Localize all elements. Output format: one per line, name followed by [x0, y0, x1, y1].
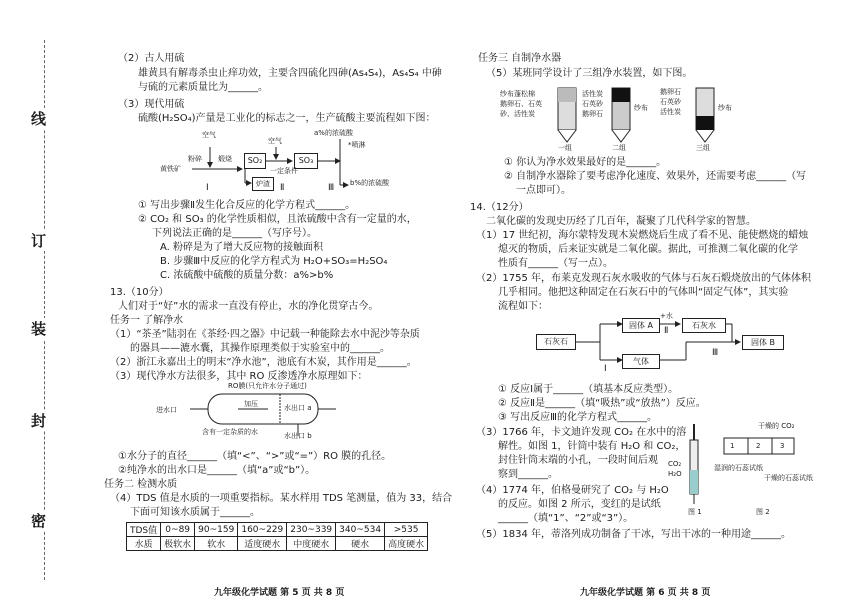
task2-line-2: 下面可知该水质属于______。 — [130, 507, 260, 518]
left-q1: ① 写出步骤Ⅱ发生化合反应的化学方程式______。 — [138, 200, 356, 211]
margin-char-3: 装 — [31, 320, 47, 338]
flow-spray: *喷淋 — [348, 141, 366, 149]
left-line-2: 雄黄具有解毒杀虫止痒功效，主要含四硫化四砷(As₄S₄)，As₄S₄ 中砷 — [138, 68, 442, 79]
sulfuric-acid-flow-diagram — [158, 127, 398, 195]
g2-layer-2: 石英砂 — [582, 100, 603, 108]
flow-air-1: 空气 — [202, 131, 216, 139]
tds-header-row — [127, 523, 428, 537]
flow-step-i: Ⅰ — [604, 364, 607, 374]
tds-cell: 160~229 — [238, 523, 287, 537]
fig-co2: CO₂ — [668, 460, 682, 468]
flow-add-water: +水 — [660, 312, 673, 320]
flow-slag-box: 炉渣 — [252, 177, 274, 191]
flow-step-iii: Ⅲ — [712, 348, 719, 358]
fig-2-label: 图 2 — [756, 508, 770, 516]
flow-burn: 煅烧 — [218, 155, 232, 163]
tds-table — [126, 522, 428, 551]
task1-q-1: ①水分子的直径______（填“<”、“>”或“=”）RO 膜的孔径。 — [118, 451, 392, 462]
group-2-label: 二组 — [612, 144, 626, 152]
flow-so2-box: SO₂ — [244, 153, 266, 169]
co2-flow-diagram — [536, 312, 786, 378]
fig-n2: 2 — [756, 442, 761, 450]
left-option-c: C. 浓硫酸中硫酸的质量分数：a%>b% — [160, 270, 334, 281]
task3-q-1: ① 你认为净水效果最好的是______。 — [504, 157, 667, 168]
task1-line-2: 的器具——漉水囊，其操作原理类似于实验室中的______。 — [130, 343, 390, 354]
g2-layer-1: 活性炭 — [582, 90, 603, 98]
ro-impure-water: 含有一定杂质的水 — [202, 428, 258, 436]
left-q2: ② CO₂ 和 SO₃ 的化学性质相似，且浓硫酸中含有一定量的水， — [138, 214, 417, 225]
tds-cell: 软水 — [195, 537, 238, 551]
margin-char-5: 密 — [31, 512, 47, 530]
q14-3-line-3: 封住针筒末端的小孔，一段时间后观 — [498, 455, 658, 466]
q14-header: 14.（12分） — [470, 202, 529, 213]
left-line-5: 硫酸(H₂SO₄)产量是工业化的标志之一，生产硫酸主要流程如下图： — [138, 113, 436, 124]
flow-solid-a: 固体 A — [622, 318, 660, 333]
q14-2-line-3: 流程如下： — [498, 301, 548, 312]
task3-header: 任务三 自制净水器 — [478, 53, 562, 64]
fig-dry-co2: 干燥的 CO₂ — [758, 422, 795, 430]
ro-outlet-a: 水出口 a — [284, 404, 312, 412]
task2-line-1: （4）TDS 值是水质的一项重要指标。某水样用 TDS 笔测量，值为 33，结合 — [110, 493, 453, 504]
q14-4-line-1: （4）1774 年，伯格曼研究了 CO₂ 与 H₂O — [476, 485, 669, 496]
tds-cell: 90~159 — [195, 523, 238, 537]
q14-1-line-3: 性质有______（写一点）。 — [498, 258, 613, 269]
left-q2b: 下列说法正确的是______（写序号）。 — [152, 228, 317, 239]
q14-4-line-3: ______（填“1”、“2”或“3”）。 — [498, 513, 634, 524]
margin-char-2: 订 — [31, 232, 47, 250]
fig-wet-paper: 湿润的石蕊试纸 — [714, 464, 763, 472]
left-footer: 九年级化学试题 第 5 页 共 8 页 — [214, 588, 345, 598]
flow-step-1: Ⅰ — [206, 183, 209, 193]
tds-cell: 适度硬水 — [238, 537, 287, 551]
fig-n3: 3 — [780, 442, 785, 450]
tds-cell: >535 — [385, 523, 428, 537]
group-1-label: 一组 — [558, 144, 572, 152]
g1-layer-1: 纱布蓬松棉 — [500, 90, 535, 98]
flow-acid-in: a%的浓硫酸 — [314, 129, 353, 137]
g2-gauze: 纱布 — [634, 104, 648, 112]
left-line-4: （3）现代用硫 — [118, 99, 185, 110]
tds-cell: 高度硬水 — [385, 537, 428, 551]
q14-2-q-3: ③ 写出反应Ⅲ的化学方程式______。 — [498, 412, 658, 423]
task1-line-1: （1）“茶圣”陆羽在《茶经·四之器》中记载一种能除去水中泥沙等杂质 — [110, 329, 420, 340]
flow-gas: 气体 — [622, 354, 660, 369]
ro-membrane-diagram — [156, 382, 358, 442]
ro-outlet-b: 水出口 b — [284, 432, 312, 440]
task1-line-3: （2）浙江永嘉出土的明末“净水池”，池底有木炭，其作用是______。 — [110, 357, 417, 368]
g3-layer-1: 鹅卵石 — [660, 88, 681, 96]
tds-cell: 340~534 — [336, 523, 385, 537]
flow-ore: 黄铁矿 — [160, 165, 181, 173]
left-line-1: （2）古人用硫 — [118, 53, 185, 64]
left-option-a: A. 粉碎是为了增大反应物的接触面积 — [160, 242, 324, 253]
g3-layer-3: 活性炭 — [660, 108, 681, 116]
fig-dry-paper: 干燥的石蕊试纸 — [764, 474, 813, 482]
q14-3-line-2: 解性。如图 1，针筒中装有 H₂O 和 CO₂， — [498, 441, 686, 452]
ro-membrane-label: RO膜(只允许水分子通过) — [228, 382, 307, 390]
tds-cell: 230~339 — [287, 523, 336, 537]
margin-char-4: 封 — [31, 412, 47, 430]
task2-header: 任务二 检测水质 — [104, 479, 178, 490]
q13-intro: 人们对于“好”水的需求一直没有停止，水的净化贯穿古今。 — [118, 301, 379, 312]
tds-cell: 0~89 — [161, 523, 195, 537]
q14-3-line-1: （3）1766 年，卡文迪许发现 CO₂ 在水中的溶 — [476, 427, 687, 438]
flow-limestone: 石灰石 — [536, 334, 576, 350]
flow-crush: 粉碎 — [188, 155, 202, 163]
tds-cell: 极软水 — [161, 537, 195, 551]
q14-2-line-1: （2）1755 年，布莱克发现石灰水吸收的气体与石灰石煅烧放出的气体体积 — [476, 273, 811, 284]
ro-pressure: 加压 — [244, 400, 258, 408]
fig-1-label: 图 1 — [688, 508, 702, 516]
q14-3-line-4: 察到______。 — [498, 469, 558, 480]
q14-2-line-2: 几乎相同。他把这种固定在石灰石中的气体叫“固定气体”，其实验 — [498, 287, 789, 298]
task3-q-2: ② 自制净水器除了要考虑净化速度、效果外，还需要考虑______（写 — [504, 171, 807, 182]
margin-char-1: 线 — [31, 110, 47, 128]
tds-cell: 硬水 — [336, 537, 385, 551]
flow-limewater: 石灰水 — [682, 318, 726, 333]
flow-air-2: 空气 — [268, 137, 282, 145]
q14-4-line-2: 的反应。如图 2 所示，变红的是试纸 — [498, 499, 661, 510]
g3-layer-2: 石英砂 — [660, 98, 681, 106]
tds-cell: 中度硬水 — [287, 537, 336, 551]
task1-header: 任务一 了解净水 — [110, 315, 184, 326]
q13-header: 13.（10分） — [110, 287, 169, 298]
q14-5-line: （5）1834 年，蒂洛列成功制备了干冰，写出干冰的一种用途______。 — [476, 529, 791, 540]
g1-layer-2: 鹅卵石、石英 — [500, 100, 542, 108]
task1-q-2: ②纯净水的出水口是______（填“a”或“b”）。 — [118, 465, 316, 476]
fig-n1: 1 — [730, 442, 735, 450]
tds-cell: 水质 — [127, 537, 161, 551]
fig-h2o: H₂O — [668, 470, 682, 478]
q14-2-q-1: ① 反应Ⅰ属于______（填基本反应类型）。 — [498, 384, 679, 395]
left-line-3: 与硫的元素质量比为______。 — [138, 82, 268, 93]
flow-step-2: Ⅱ — [280, 183, 285, 193]
tds-value-row — [127, 537, 428, 551]
g1-layer-3: 砂、活性炭 — [500, 110, 535, 118]
flow-step-3: Ⅲ — [328, 183, 335, 193]
task3-q-2b: 一点即可）。 — [516, 185, 571, 196]
ro-inlet: 进水口 — [156, 406, 177, 414]
q14-2-q-2: ② 反应Ⅱ是______（填“吸热”或“放热”）反应。 — [498, 398, 706, 409]
q14-intro: 二氧化碳的发现史历经了几百年，凝聚了几代科学家的智慧。 — [486, 216, 756, 227]
left-option-b: B. 步骤Ⅲ中反应的化学方程式为 H₂O+SO₃=H₂SO₄ — [160, 256, 388, 267]
q14-1-line-1: （1）17 世纪初，海尔蒙特发现木炭燃烧后生成了看不见、能使燃烧的蜡烛 — [476, 230, 809, 241]
flow-so3-box: SO₃ — [294, 153, 318, 169]
flow-solid-b: 固体 B — [742, 335, 784, 350]
syringe-and-tube-figures — [668, 420, 813, 520]
filter-groups-figure — [500, 82, 740, 152]
flow-out: b%的浓硫酸 — [350, 179, 390, 187]
tds-cell: TDS值 — [127, 523, 161, 537]
q14-1-line-2: 熄灭的物质，后来证实就是二氧化碳。据此，可推测二氧化碳的化学 — [498, 244, 798, 255]
flow-condition: 一定条件 — [270, 167, 298, 175]
flow-step-ii: Ⅱ — [664, 326, 669, 336]
group-3-label: 三组 — [696, 144, 710, 152]
right-footer: 九年级化学试题 第 6 页 共 8 页 — [580, 588, 711, 598]
task3-line-1: （5）某班同学设计了三组净水装置，如下图。 — [486, 68, 693, 79]
g2-layer-3: 鹅卵石 — [582, 110, 603, 118]
task1-line-4: （3）现代净水方法很多，其中 RO 反渗透净水原理如下： — [110, 371, 368, 382]
g3-gauze: 纱布 — [718, 104, 732, 112]
